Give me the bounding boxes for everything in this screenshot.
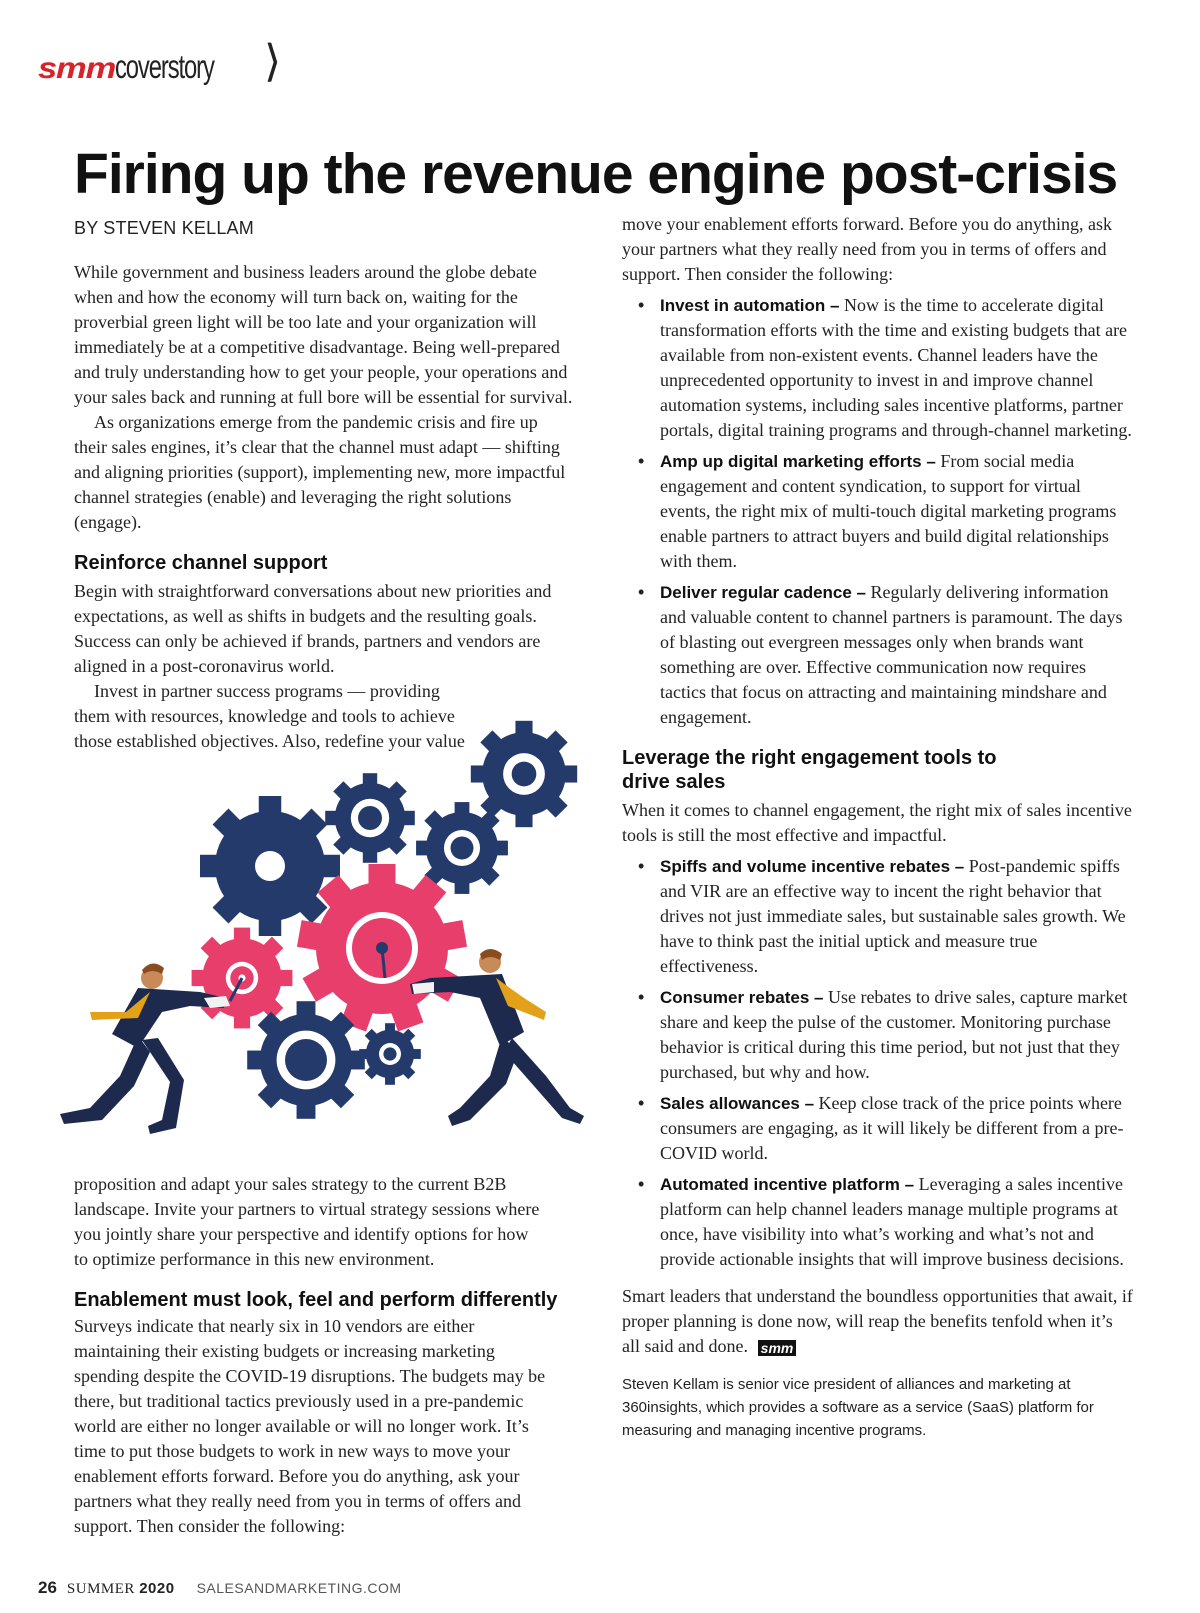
section2-paragraph-1: Surveys indicate that nearly six in 10 vendors are either maintaining their existing budgets or increasing marketing spending despite the COVID-19 disruptions. The budgets may be there, but traditional tactics previously used in a pre-pandemic world are either no longer available or will no longer work. It’s time to put those budgets to work in new ways to move your enablement efforts forward. Before you do anything, ask your partners what they really need from you in terms of offers and support. Then consider the following: (74, 1316, 546, 1536)
list-item: • Consumer rebates – Use rebates to drive sales, capture market share and keep the pulse of the customer. Monitoring purchase behavior is critical during this time period, but not just that they purchased, but why and how. (638, 987, 1128, 1082)
column-right (622, 212, 1134, 1442)
intro-paragraph-1: While government and business leaders around the globe debate when and how the economy will turn back on, waiting for the proverbial green light will be too late and your organization will immediately be at a competitive disadvantage. Being well-prepared and truly understanding how to get your people, your operations and your sales back and running at full bore will be essential for survival. (74, 262, 573, 407)
author-bio: Steven Kellam is senior vice president of alliances and marketing at 360insights, which provides a software as a service (SaaS) platform for measuring and managing incentive programs. (622, 1376, 1094, 1439)
gear-icon (359, 1023, 421, 1085)
issue-date: SUMMER 2020 (66, 1580, 175, 1597)
column-left-top (74, 260, 574, 754)
bullet-icon: • (638, 1174, 645, 1194)
list-item: • Sales allowances – Keep close track of the price points where consumers are engaging, as it will likely be different from a pre-COVID world. (638, 1093, 1124, 1163)
page-number: 26 (38, 1578, 57, 1597)
engagement-bullet-list (622, 854, 1134, 1272)
enablement-bullet-list (622, 293, 1134, 730)
gear-icon (471, 721, 577, 827)
list-item: • Deliver regular cadence – Regularly delivering information and valuable content to channel partners is paramount. The days of blasting out evergreen messages only when brands want something are over. Effective communication now requires tactics that focus on attracting and maintaining mindshare and engagement. (638, 582, 1123, 727)
intro-paragraph-2: As organizations emerge from the pandemic crisis and fire up their sales engines, it’s clear that the channel must adapt — shifting and aligning priorities (support), implementing new, more impactful channel strategies (enable) and leveraging the right solutions (engage). (74, 412, 566, 532)
list-item: • Amp up digital marketing efforts – From social media engagement and content syndication, to support for virtual events, the right mix of multi-touch digital marketing programs enable partners to attract buyers and build digital relationships with them. (638, 451, 1117, 571)
website-url: SALESANDMARKETING.COM (196, 1580, 402, 1596)
list-item: • Spiffs and volume incentive rebates – Post-pandemic spiffs and VIR are an effective way to incent the right behavior that drives not just immediate sales, but sustainable sales growth. We have to think past the initial uptick and measure true effectiveness. (638, 856, 1126, 976)
section1-paragraph-1: Begin with straightforward conversations about new priorities and expectations, as well as shifts in budgets and the resulting goals. Success can only be achieved if brands, partners and vendors are aligned in a post-coronavirus world. (74, 581, 552, 676)
gears-illustration (50, 716, 610, 1166)
gear-icon (325, 773, 415, 863)
list-item: • Automated incentive platform – Leveraging a sales incentive platform can help channel leaders manage multiple programs at once, have visibility into what’s working and what’s not and provide actionable insights that will improve business decisions. (638, 1174, 1124, 1269)
section-logo (38, 37, 282, 86)
list-item: • Invest in automation – Now is the time to accelerate digital transformation efforts with the time and existing budgets that are available from non-existent events. Channel leaders have the unprecedented opportunity to invest in and improve channel automation systems, including sales incentive platforms, partner portals, digital training programs and through-channel marketing. (638, 295, 1132, 440)
gear-icon (200, 796, 340, 936)
chevron-right-icon: ⟩ (264, 37, 282, 86)
bullet-icon: • (638, 451, 645, 471)
bullet-icon: • (638, 295, 645, 315)
section1-paragraph-2-start: Invest in partner success programs — providing them with resources, knowledge and tools to achieve those established objectives. Also, redefine your value (74, 681, 465, 751)
column-left-bottom (74, 1172, 574, 1536)
section-label: coverstory (115, 48, 214, 85)
subhead-enablement: Enablement must look, feel and perform differently (74, 1289, 558, 1311)
gear-icon (297, 864, 467, 1032)
subhead-leverage: Leverage the right engagement tools to drive sales (622, 747, 997, 793)
brand-logo-text: smm (38, 52, 116, 85)
subhead-reinforce: Reinforce channel support (74, 552, 328, 574)
end-mark-icon (758, 1340, 796, 1356)
end-mark-text: smm (760, 1339, 794, 1356)
bullet-icon: • (638, 1093, 645, 1113)
closing-paragraph: Smart leaders that understand the boundless opportunities that await, if proper planning is done now, will reap the benefits tenfold when it’s all said and done. smm (622, 1286, 1133, 1356)
byline: BY STEVEN KELLAM (74, 218, 254, 238)
page-footer (38, 1578, 402, 1598)
bullet-icon: • (638, 856, 645, 876)
gear-icon (247, 1001, 365, 1119)
section3-paragraph-1: When it comes to channel engagement, the right mix of sales incentive tools is still the most effective and impactful. (622, 800, 1132, 845)
bullet-icon: • (638, 582, 645, 602)
article-headline: Firing up the revenue engine post-crisis (74, 142, 1118, 206)
section1-paragraph-2-end: proposition and adapt your sales strategy to the current B2B landscape. Invite your partners to virtual strategy sessions where you jointly share your perspective and identify options for how to optimize performance in this new environment. (74, 1174, 540, 1269)
section2-paragraph-1-continued: move your enablement efforts forward. Before you do anything, ask your partners what they really need from you in terms of offers and support. Then consider the following: (622, 214, 1113, 284)
bullet-icon: • (638, 987, 645, 1007)
